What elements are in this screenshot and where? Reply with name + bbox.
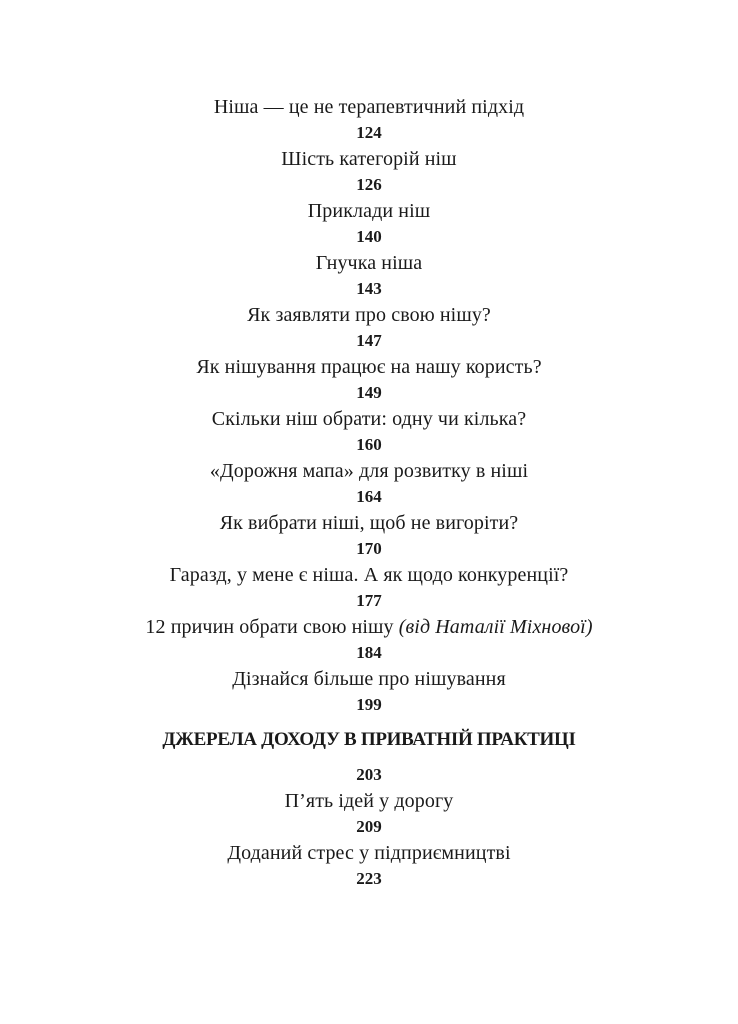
toc-entry-title: Доданий стрес у підприємництві — [227, 842, 511, 864]
toc-entry-title: Гаразд, у мене є ніша. А як щодо конкуренції? — [169, 564, 569, 586]
toc-page-number: 199 — [356, 695, 382, 714]
toc-page-number: 184 — [356, 643, 382, 662]
toc-page-number: 140 — [356, 227, 382, 246]
toc-entry-title: Гнучка ніша — [315, 252, 423, 274]
toc-entry-title-main: 12 причин обрати свою нішу — [145, 616, 399, 638]
toc-page-number: 149 — [356, 383, 382, 402]
toc-entry-title: Як нішування працює на нашу користь? — [196, 356, 542, 378]
toc-page-number: 143 — [356, 279, 382, 298]
toc-page-number: 160 — [356, 435, 382, 454]
toc-entry-title: Ніша — це не терапевтичний підхід — [213, 96, 525, 118]
toc-page-number: 209 — [356, 817, 382, 836]
toc-entry-title: Шість категорій ніш — [281, 148, 457, 170]
toc-entry-title-author: (від Наталії Міхнової) — [398, 616, 593, 638]
toc-page-number: 124 — [356, 123, 382, 142]
toc-entry-title — [0, 614, 738, 640]
toc-page-number: 203 — [356, 765, 382, 784]
section-heading: ДЖЕРЕЛА ДОХОДУ В ПРИВАТНІЙ ПРАКТИЦІ — [162, 729, 576, 750]
toc-page-number: 147 — [356, 331, 382, 350]
toc-page-number: 177 — [356, 591, 382, 610]
toc-entry-title: Як заявляти про свою нішу? — [247, 304, 491, 326]
toc-entry-title: Приклади ніш — [307, 200, 431, 222]
toc-entry-title: Дізнайся більше про нішування — [232, 668, 506, 690]
toc-entry-title: «Дорожня мапа» для розвитку в ніші — [209, 460, 529, 482]
table-of-contents — [0, 94, 738, 892]
toc-page-number: 170 — [356, 539, 382, 558]
toc-entry-title: Скільки ніш обрати: одну чи кілька? — [211, 408, 527, 430]
toc-page-number: 126 — [356, 175, 382, 194]
toc-entry-title: Як вибрати ніші, щоб не вигоріти? — [219, 512, 519, 534]
toc-entry-title: П’ять ідей у дорогу — [284, 790, 454, 812]
toc-page-number: 164 — [356, 487, 382, 506]
toc-page-number: 223 — [356, 869, 382, 888]
